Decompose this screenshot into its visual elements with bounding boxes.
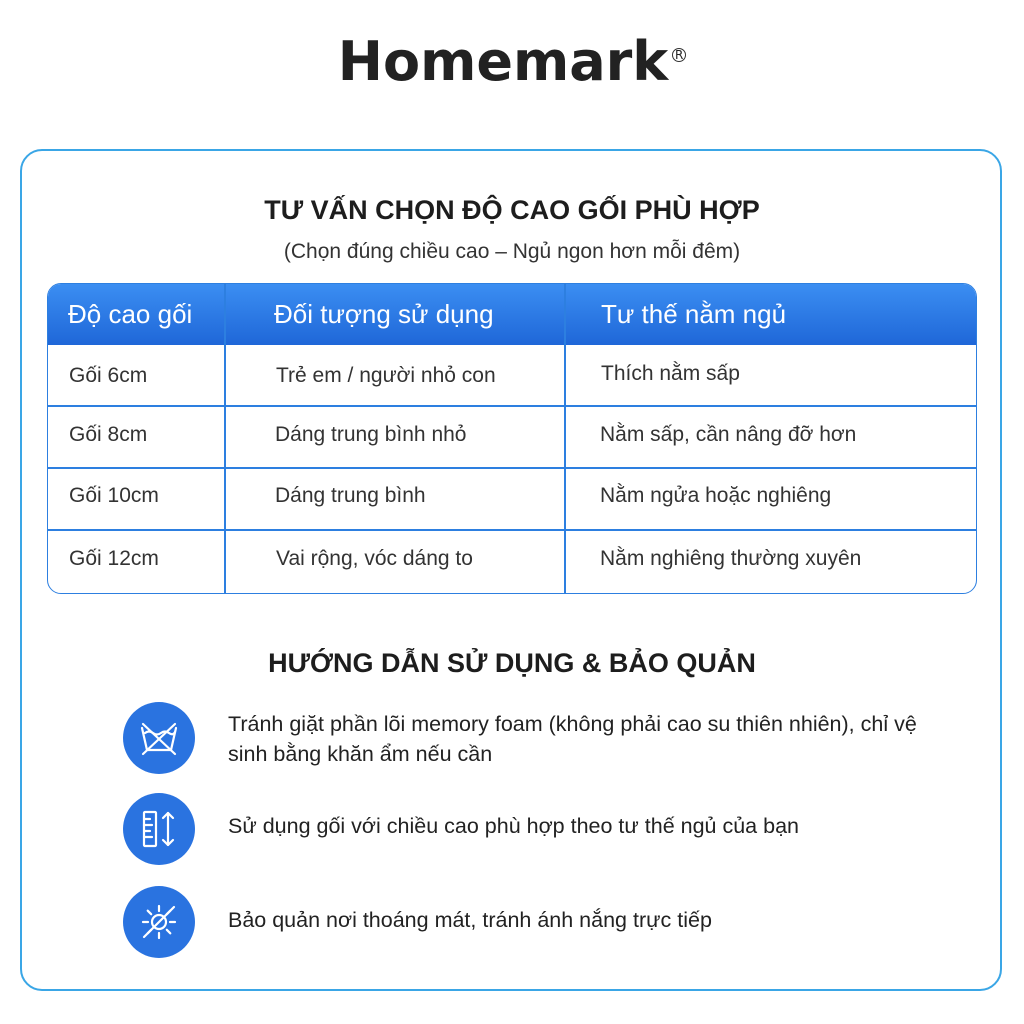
row-divider (48, 405, 976, 407)
table-cell: Dáng trung bình nhỏ (275, 423, 467, 446)
table-cell: Trẻ em / người nhỏ con (276, 364, 496, 387)
table-cell: Nằm sấp, cần nâng đỡ hơn (600, 423, 857, 446)
row-divider (48, 529, 976, 531)
table-cell: Nằm nghiêng thường xuyên (600, 547, 862, 570)
guide-text: Tránh giặt phần lõi memory foam (không phải cao su thiên nhiên), chỉ vệ sinh bằng khăn ẩm nếu cần (228, 712, 917, 766)
table-cell: Nằm ngửa hoặc nghiêng (600, 484, 832, 507)
registered-mark: R (672, 48, 686, 62)
pillow-height-table (47, 283, 977, 594)
column-divider (564, 284, 566, 593)
height-adjust-icon (123, 793, 195, 865)
brand-name: Homemark (337, 30, 669, 93)
guide-text: Bảo quản nơi thoáng mát, tránh ánh nắng trực tiếp (228, 908, 712, 932)
section-subtitle: (Chọn đúng chiều cao – Ngủ ngon hơn mỗi đêm) (283, 240, 741, 263)
table-cell: Gối 12cm (69, 547, 159, 570)
column-divider (224, 284, 226, 593)
no-sun-icon (123, 886, 195, 958)
table-cell: Dáng trung bình (275, 484, 426, 507)
header-user: Đối tượng sử dụng (274, 299, 494, 329)
table-cell: Thích nằm sấp (601, 362, 740, 385)
no-wash-icon (123, 702, 195, 774)
table-cell: Gối 10cm (69, 484, 159, 507)
table-cell: Gối 8cm (69, 423, 148, 446)
section-title-usage-care: HƯỚNG DẪN SỬ DỤNG & BẢO QUẢN (268, 648, 756, 678)
header-height: Độ cao gối (68, 299, 193, 329)
section-title-height-advice: TƯ VẤN CHỌN ĐỘ CAO GỐI PHÙ HỢP (264, 195, 760, 225)
guide-text: Sử dụng gối với chiều cao phù hợp theo tư thế ngủ của bạn (228, 814, 799, 838)
header-sleep-position: Tư thế nằm ngủ (601, 299, 787, 329)
table-cell: Vai rộng, vóc dáng to (276, 547, 473, 570)
row-divider (48, 467, 976, 469)
brand-logo (0, 30, 1024, 93)
table-cell: Gối 6cm (69, 364, 148, 387)
